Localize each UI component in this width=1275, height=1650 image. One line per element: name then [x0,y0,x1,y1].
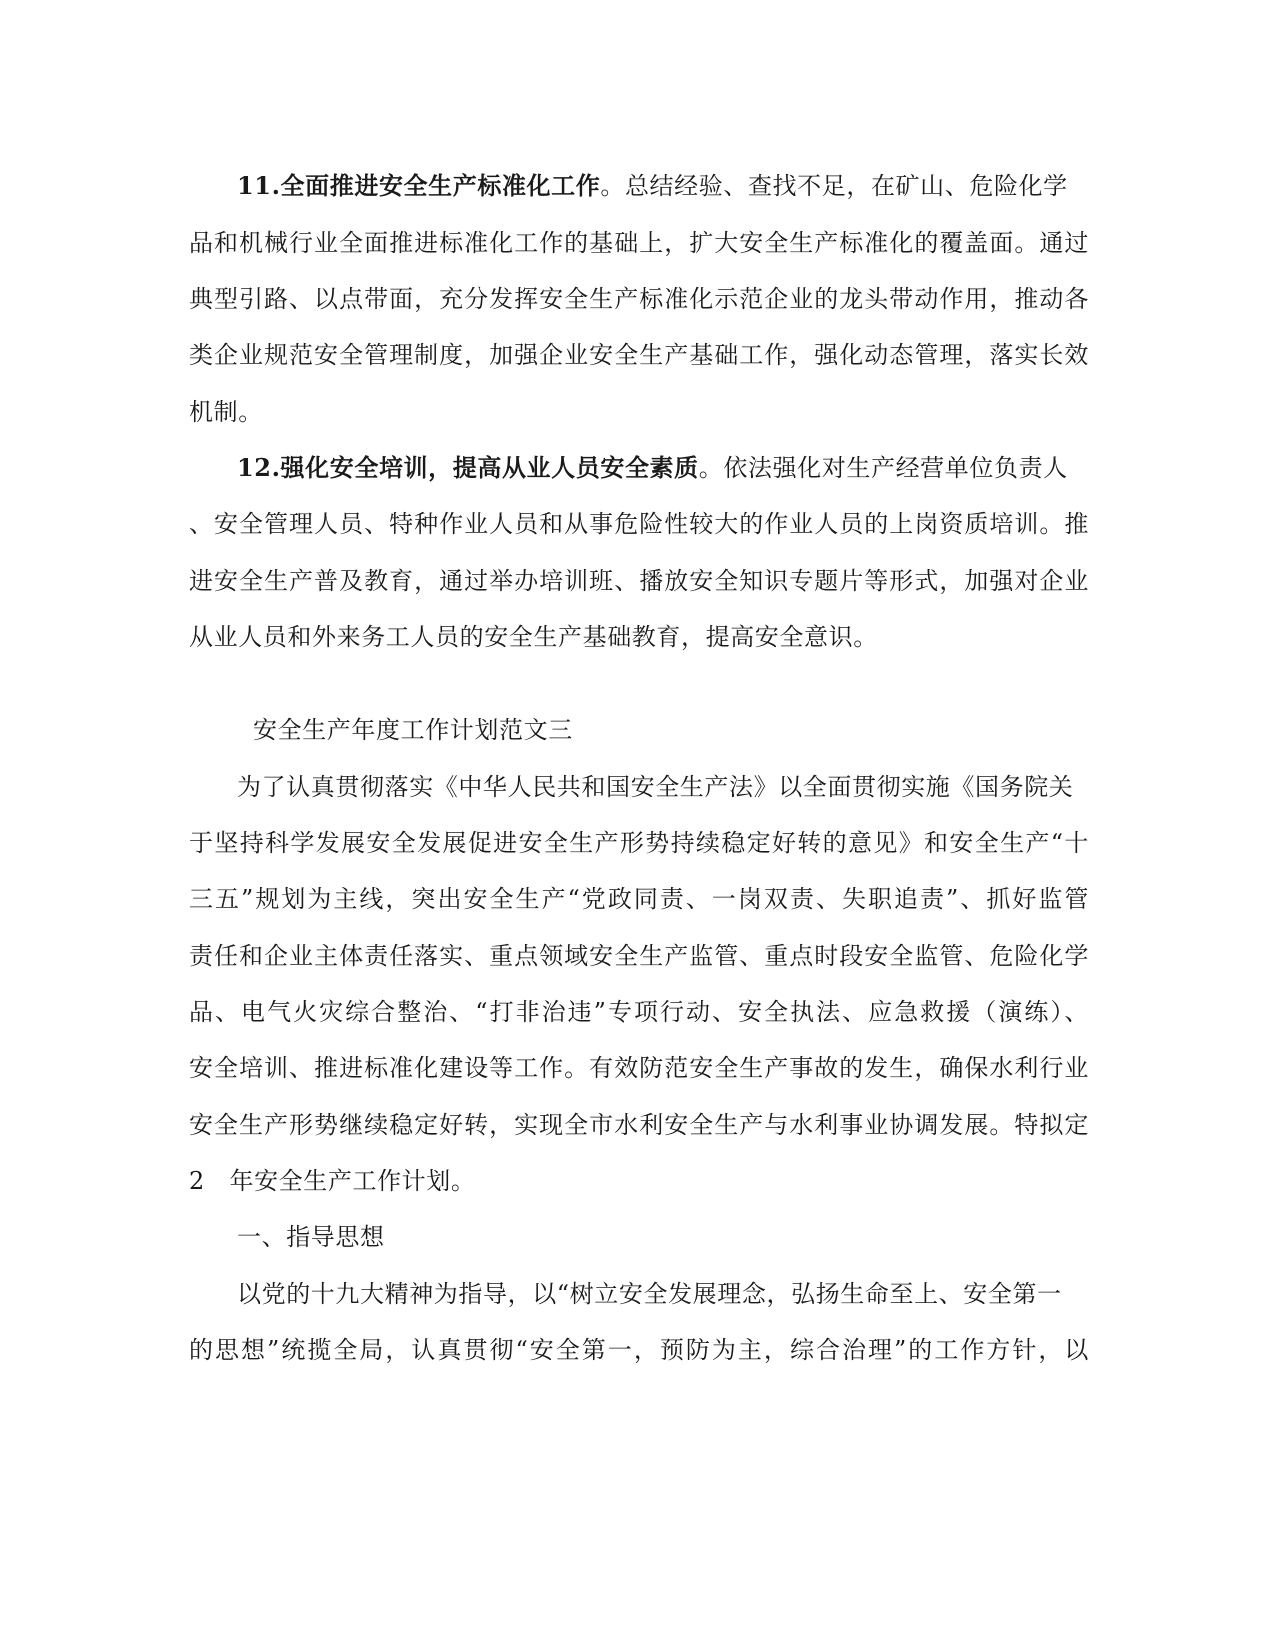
section-12-text: 。依法强化对生产经营单位负责人 [698,454,1068,482]
intro-line-6: 安全培训、推进标准化建设等工作。有效防范安全生产事故的发生，确保水利行业 [189,1054,1089,1082]
intro-line-8: 2 年安全生产工作计划。 [189,1167,476,1195]
intro-line-3: 三五”规划为主线，突出安全生产“党政同责、一岗双责、失职追责”、抓好监管 [189,885,1089,913]
intro-line-5: 品、电气火灾综合整治、“打非治违”专项行动、安全执法、应急救援（演练）、 [189,998,1089,1026]
paragraph-11-line-2: 品和机械行业全面推进标准化工作的基础上，扩大安全生产标准化的覆盖面。通过 [189,229,1089,257]
document-title: 安全生产年度工作计划范文三 [253,716,573,744]
intro-line-2: 于坚持科学发展安全发展促进安全生产形势持续稳定好转的意见》和安全生产“十 [189,829,1089,857]
paragraph-12-line-1 [237,451,1137,485]
section-11-text: 。总结经验、查找不足，在矿山、危险化学 [600,172,1068,200]
section-11-heading: 11.全面推进安全生产标准化工作 [237,171,601,200]
intro-line-7: 安全生产形势继续稳定好转，实现全市水利安全生产与水利事业协调发展。特拟定 [189,1111,1089,1139]
intro-line-4: 责任和企业主体责任落实、重点领域安全生产监管、重点时段安全监管、危险化学 [189,942,1089,970]
section-1-line-2: 的思想”统揽全局，认真贯彻“安全第一，预防为主，综合治理”的工作方针，以 [189,1336,1089,1364]
paragraph-12-line-4: 从业人员和外来务工人员的安全生产基础教育，提高安全意识。 [189,623,878,651]
section-12-heading: 12.强化安全培训，提高从业人员安全素质 [237,453,699,482]
paragraph-12-line-3: 进安全生产普及教育，通过举办培训班、播放安全知识专题片等形式，加强对企业 [189,567,1089,595]
section-1-line-1: 以党的十九大精神为指导，以“树立安全发展理念，弘扬生命至上、安全第一 [237,1280,1062,1308]
paragraph-11-line-3: 典型引路、以点带面，充分发挥安全生产标准化示范企业的龙头带动作用，推动各 [189,285,1089,313]
paragraph-11-line-5: 机制。 [189,398,263,426]
section-1-heading: 一、指导思想 [237,1223,385,1251]
intro-line-1: 为了认真贯彻落实《中华人民共和国安全生产法》以全面贯彻实施《国务院关 [237,773,1074,801]
paragraph-12-line-2: 、安全管理人员、特种作业人员和从事危险性较大的作业人员的上岗资质培训。推 [189,510,1089,538]
paragraph-11-line-1 [237,169,1137,203]
paragraph-11-line-4: 类企业规范安全管理制度，加强企业安全生产基础工作，强化动态管理，落实长效 [189,341,1089,369]
